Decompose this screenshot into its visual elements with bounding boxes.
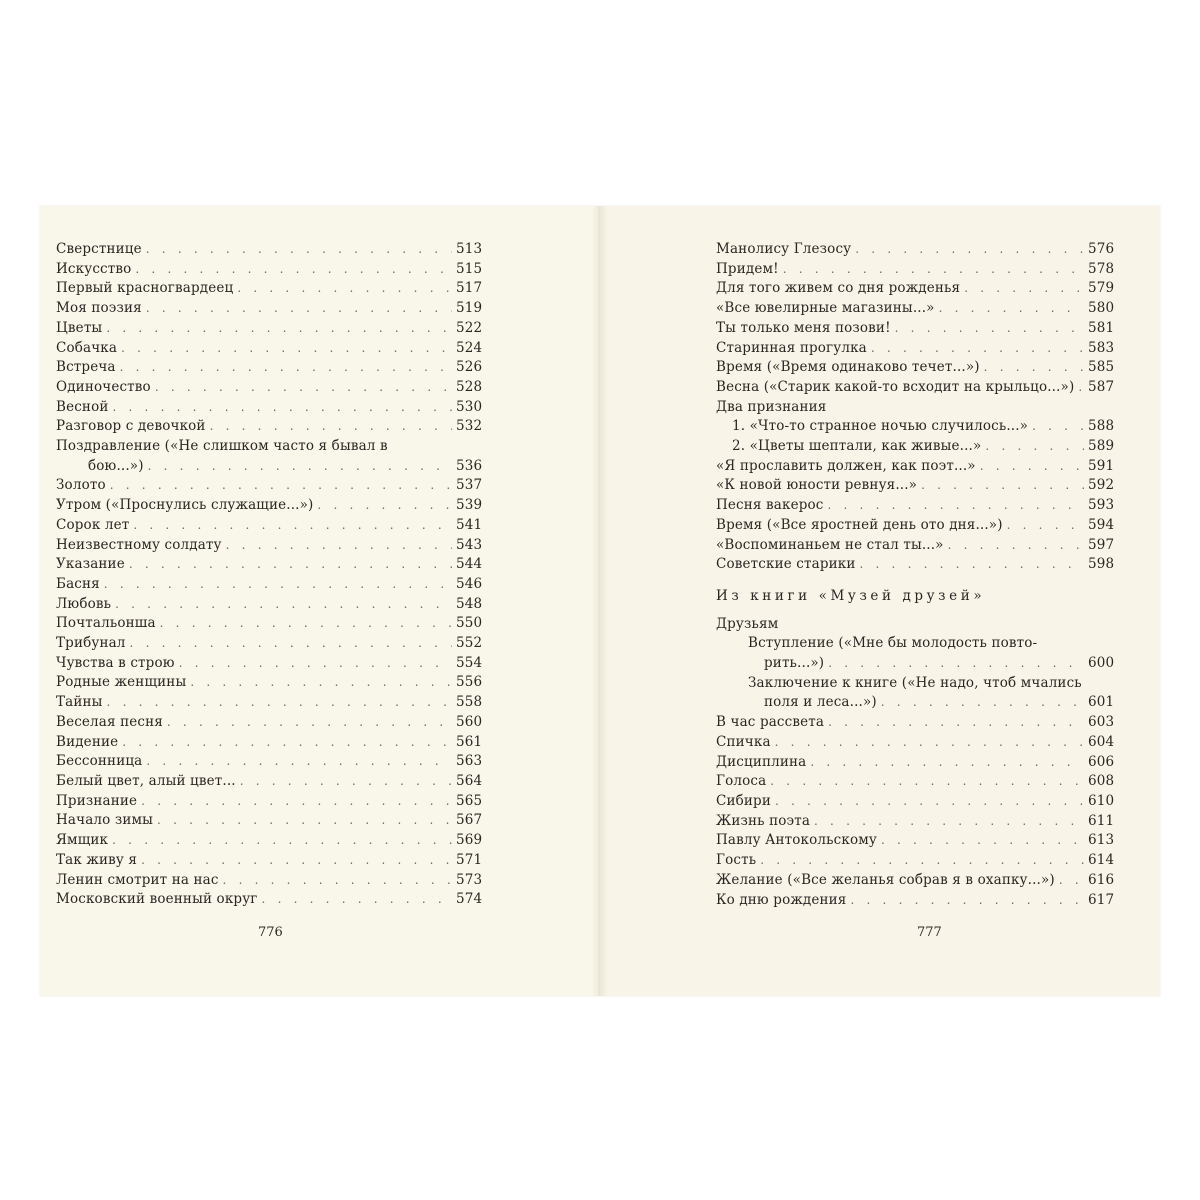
toc-entry-page: 541	[456, 516, 483, 533]
toc-entry-title: Трибунал	[56, 635, 126, 652]
toc-entry	[716, 831, 1114, 851]
toc-entry	[716, 851, 1114, 871]
leader-dots	[104, 575, 452, 595]
toc-entry-title: Советские старики	[716, 556, 856, 573]
toc-entry-title: Спичка	[716, 733, 771, 750]
leader-dots	[860, 555, 1085, 575]
toc-entry-title: Родные женщины	[56, 674, 187, 691]
leader-dots	[828, 496, 1085, 516]
toc-entry	[56, 417, 482, 437]
toc-entry-page: 587	[1088, 378, 1115, 395]
toc-entry-title: Сверстнице	[56, 241, 142, 257]
leader-dots	[964, 279, 1084, 299]
toc-entry-title: Старинная прогулка	[716, 339, 867, 356]
book-gutter	[592, 206, 608, 996]
toc-entry-title: Придем!	[716, 260, 779, 277]
leader-dots	[770, 772, 1084, 792]
leader-dots	[146, 240, 452, 260]
toc-entry-title: Белый цвет, алый цвет...	[56, 772, 236, 789]
leader-dots	[148, 457, 452, 477]
toc-entry-title: Павлу Антокольскому	[716, 832, 877, 849]
toc-entry-title: Почтальонша	[56, 615, 156, 632]
toc-entry-page: 604	[1088, 733, 1115, 750]
right-entries	[716, 240, 1114, 398]
leader-dots	[133, 516, 452, 536]
leader-dots	[146, 299, 452, 319]
toc-entry	[56, 555, 482, 575]
toc-entry	[56, 792, 482, 812]
leader-dots	[141, 792, 452, 812]
toc-entry-page: 578	[1088, 260, 1115, 277]
toc-entry	[56, 634, 482, 654]
toc-entry-page: 569	[456, 832, 483, 849]
toc-entry	[56, 831, 482, 851]
toc-entry-title: Песня вакерос	[716, 497, 824, 514]
toc-entry	[716, 260, 1114, 280]
leader-dots	[1007, 516, 1084, 536]
toc-entry-wrapped	[716, 674, 1114, 713]
toc-entry-title: Тайны	[56, 694, 103, 711]
toc-entry-title: Весна («Старик какой-то всходит на крыльцо...»)	[716, 378, 1075, 395]
toc-entry-page: 556	[456, 674, 483, 691]
toc-entry-page: 597	[1088, 536, 1115, 553]
toc-entry-title: Московский военный округ	[56, 891, 258, 908]
leader-dots	[120, 358, 452, 378]
toc-entry	[56, 240, 482, 260]
toc-entry	[56, 693, 482, 713]
toc-entry-page: 552	[456, 635, 483, 652]
toc-entry-page: 591	[1088, 457, 1115, 474]
toc-entry	[56, 851, 482, 871]
toc-entry-line: Заключение к книге («Не надо, чтоб мчались	[748, 674, 1082, 691]
toc-entry	[56, 752, 482, 772]
toc-entry	[716, 457, 1114, 477]
toc-entry-title: Голоса	[716, 773, 767, 790]
group-title: Два признания	[716, 398, 827, 415]
toc-entry	[56, 398, 482, 418]
leader-dots	[121, 339, 452, 359]
toc-entry-page: 614	[1088, 852, 1115, 869]
leader-dots	[948, 536, 1084, 556]
toc-entry-title: Признание	[56, 792, 138, 809]
toc-entry-title: «Я прославить должен, как поэт...»	[716, 457, 976, 474]
leader-dots	[828, 713, 1084, 733]
toc-entry	[56, 319, 482, 339]
toc-entry-title: Видение	[56, 733, 119, 750]
toc-entry-title: Сорок лет	[56, 516, 130, 533]
toc-entry-page: 611	[1088, 812, 1115, 829]
toc-entry-title: Разговор с девочкой	[56, 418, 206, 435]
toc-entry	[56, 516, 482, 536]
toc-entry	[56, 871, 482, 891]
toc-entry-page: 544	[456, 556, 483, 573]
toc-entry-title: Искусство	[56, 260, 132, 277]
toc-entry-page: 546	[456, 575, 483, 592]
toc-entry-title: Время («Время одинаково течет...»)	[716, 359, 980, 376]
toc-entry-title: 1. «Что-то странное ночью случилось...»	[732, 418, 1029, 435]
toc-entry-page: 554	[456, 654, 483, 671]
toc-entry-page: 537	[456, 477, 483, 494]
toc-entry-page: 583	[1088, 339, 1115, 356]
leader-dots	[122, 733, 452, 753]
toc-entry	[716, 733, 1114, 753]
leader-dots	[881, 831, 1084, 851]
toc-entry	[716, 339, 1114, 359]
left-entries-2	[56, 476, 482, 909]
toc-entry-page: 603	[1088, 714, 1115, 731]
toc-entry-page: 594	[1088, 516, 1115, 533]
toc-entry-page: 548	[456, 595, 483, 612]
leader-dots	[1059, 871, 1084, 891]
toc-entry	[56, 496, 482, 516]
right-sub-wrapped-entries	[716, 634, 1114, 713]
leader-dots	[155, 378, 452, 398]
toc-entry	[56, 339, 482, 359]
leader-dots	[223, 871, 452, 891]
toc-entry-title: Начало зимы	[56, 812, 154, 829]
toc-entry	[56, 358, 482, 378]
toc-entry-title: Моя поэзия	[56, 300, 142, 317]
leader-dots	[130, 634, 452, 654]
toc-entry-page: 539	[456, 497, 483, 514]
toc-entry-page: 573	[456, 871, 483, 888]
leader-dots	[317, 496, 452, 516]
toc-entry-title: Золото	[56, 477, 106, 494]
toc-entry	[716, 378, 1114, 398]
toc-entry-title: Встреча	[56, 359, 116, 376]
toc-entry-title: Манолису Глезосу	[716, 241, 852, 257]
leader-dots	[226, 536, 452, 556]
toc-entry-page: 593	[1088, 497, 1115, 514]
toc-entry-title: «Воспоминаньем не стал ты...»	[716, 536, 944, 553]
toc-entry-title: «К новой юности ревнуя...»	[716, 477, 918, 494]
toc-entry-title: Одиночество	[56, 378, 151, 395]
section-heading: Из книги «Музей друзей»	[716, 587, 986, 604]
leader-dots	[110, 476, 452, 496]
right-toc	[716, 240, 1114, 910]
toc-entry-title: Ты только меня позови!	[716, 319, 891, 336]
leader-dots	[985, 437, 1084, 457]
toc-entry-page: 543	[456, 536, 483, 553]
toc-entry-title: Ленин смотрит на нас	[56, 871, 219, 888]
toc-entry-page: 567	[456, 812, 483, 829]
toc-entry-page: 610	[1088, 792, 1115, 809]
toc-entry-title: Время («Все яростней день ото дня...»)	[716, 516, 1003, 533]
leader-dots	[921, 476, 1084, 496]
leader-dots	[814, 812, 1084, 832]
toc-entry	[56, 654, 482, 674]
toc-entry-title: рить...»)	[764, 655, 825, 672]
toc-entry	[56, 733, 482, 753]
leader-dots	[157, 811, 452, 831]
toc-entry	[716, 555, 1114, 575]
toc-entry	[716, 772, 1114, 792]
toc-entry-page: 564	[456, 772, 483, 789]
toc-entry-title: Бессонница	[56, 753, 143, 770]
leader-dots	[775, 733, 1084, 753]
toc-entry-page: 613	[1088, 832, 1115, 849]
toc-entry-title: Ямщик	[56, 832, 109, 849]
leader-dots	[871, 339, 1084, 359]
leader-dots	[210, 417, 452, 437]
toc-entry	[56, 811, 482, 831]
leader-dots	[855, 240, 1084, 260]
leader-dots	[146, 752, 452, 772]
toc-entry-title: Собачка	[56, 339, 118, 356]
toc-entry-title: Так живу я	[56, 851, 138, 868]
leader-dots	[115, 595, 452, 615]
toc-entry	[716, 871, 1114, 891]
toc-entry-page: 565	[456, 792, 483, 809]
toc-entry-page: 530	[456, 398, 483, 415]
subgroup-title: Друзьям	[716, 615, 779, 632]
leader-dots	[167, 713, 452, 733]
toc-entry-page: 560	[456, 713, 483, 730]
leader-dots	[783, 260, 1084, 280]
toc-entry-title: «Все ювелирные магазины...»	[716, 300, 935, 317]
toc-entry-page: 563	[456, 753, 483, 770]
toc-entry-title: В час рассвета	[716, 714, 825, 731]
toc-entry-page: 536	[456, 457, 483, 474]
toc-entry	[716, 437, 1114, 457]
leader-dots	[980, 457, 1084, 477]
toc-entry-page: 561	[456, 733, 483, 750]
toc-entry-page: 606	[1088, 753, 1115, 770]
toc-entry-page: 526	[456, 359, 483, 376]
toc-entry-page: 617	[1088, 891, 1115, 908]
leader-dots	[810, 753, 1084, 773]
toc-entry	[716, 319, 1114, 339]
toc-entry-title: Веселая песня	[56, 713, 163, 730]
toc-entry-page: 576	[1088, 241, 1115, 257]
toc-entry	[716, 417, 1114, 437]
toc-entry-page: 558	[456, 694, 483, 711]
toc-entry-title: Басня	[56, 575, 100, 592]
toc-entry	[716, 496, 1114, 516]
toc-entry-page: 608	[1088, 773, 1115, 790]
toc-entry	[56, 595, 482, 615]
toc-entry-page: 550	[456, 615, 483, 632]
toc-entry	[716, 516, 1114, 536]
toc-entry-page: 580	[1088, 300, 1115, 317]
leader-dots	[984, 358, 1084, 378]
leader-dots	[760, 851, 1084, 871]
toc-entry-page: 574	[456, 891, 483, 908]
toc-entry-page: 579	[1088, 280, 1115, 297]
left-toc	[56, 240, 482, 910]
leader-dots	[262, 890, 452, 910]
toc-entry-title: Любовь	[56, 595, 112, 612]
page-number-left: 776	[258, 925, 283, 940]
toc-entry-title: Гость	[716, 852, 757, 869]
toc-entry-page: 616	[1088, 871, 1115, 888]
leader-dots	[828, 654, 1084, 674]
toc-entry-line: Поздравление («Не слишком часто я бывал в	[56, 438, 388, 455]
leader-dots	[107, 693, 452, 713]
toc-entry-page: 581	[1088, 319, 1115, 336]
leader-dots	[113, 398, 453, 418]
toc-entry	[56, 299, 482, 319]
toc-entry-page: 592	[1088, 477, 1115, 494]
toc-entry	[56, 378, 482, 398]
toc-entry-page: 519	[456, 300, 483, 317]
toc-entry-line: Вступление («Мне бы молодость повто-	[748, 635, 1038, 652]
toc-entry-continuation	[56, 457, 482, 477]
toc-entry	[716, 753, 1114, 773]
toc-entry	[56, 772, 482, 792]
toc-entry-title: Сибири	[716, 792, 771, 809]
toc-entry	[716, 891, 1114, 911]
toc-entry	[716, 358, 1114, 378]
toc-entry	[716, 299, 1114, 319]
toc-entry-title: Жизнь поэта	[716, 812, 811, 829]
leader-dots	[112, 831, 452, 851]
toc-entry	[716, 279, 1114, 299]
toc-entry-page: 517	[456, 280, 483, 297]
leader-dots	[1078, 378, 1084, 398]
toc-entry-page: 589	[1088, 438, 1115, 455]
leader-dots	[179, 654, 452, 674]
toc-entry-title: Утром («Проснулись служащие...»)	[56, 497, 314, 514]
toc-entry	[56, 890, 482, 910]
toc-entry	[716, 476, 1114, 496]
toc-entry-title: Дисциплина	[716, 753, 807, 770]
toc-entry	[56, 260, 482, 280]
left-entries	[56, 240, 482, 437]
toc-entry	[716, 812, 1114, 832]
toc-entry-title: Неизвестному солдату	[56, 536, 222, 553]
leader-dots	[240, 772, 452, 792]
toc-entry	[56, 673, 482, 693]
toc-entry-page: 588	[1088, 418, 1115, 435]
right-entries-2	[716, 457, 1114, 575]
toc-entry-continuation	[716, 693, 1114, 713]
toc-entry	[716, 713, 1114, 733]
toc-entry-page: 515	[456, 260, 483, 277]
toc-entry-page: 601	[1088, 694, 1115, 711]
toc-entry-title: поля и леса...»)	[764, 694, 877, 711]
toc-entry-page: 524	[456, 339, 483, 356]
toc-entry-continuation	[716, 654, 1114, 674]
leader-dots	[881, 693, 1084, 713]
toc-entry-title: Желание («Все желанья собрав я в охапку...»)	[716, 871, 1055, 888]
toc-entry-page: 598	[1088, 556, 1115, 573]
toc-entry	[56, 476, 482, 496]
leader-dots	[129, 555, 452, 575]
right-group-entries	[716, 417, 1114, 456]
toc-entry-title: Для того живем со дня рожденья	[716, 280, 961, 297]
toc-entry-page: 522	[456, 319, 483, 336]
toc-entry-page: 528	[456, 378, 483, 395]
toc-entry-wrapped	[716, 634, 1114, 673]
toc-entry-page: 532	[456, 418, 483, 435]
leader-dots	[190, 673, 452, 693]
leader-dots	[1032, 417, 1084, 437]
toc-entry	[56, 713, 482, 733]
leader-dots	[939, 299, 1084, 319]
toc-entry-page: 571	[456, 851, 483, 868]
leader-dots	[160, 614, 452, 634]
page-number-right: 777	[917, 925, 942, 940]
toc-entry-title: 2. «Цветы шептали, как живые...»	[732, 438, 982, 455]
toc-entry-page: 600	[1088, 655, 1115, 672]
right-entries-3	[716, 713, 1114, 910]
leader-dots	[237, 279, 452, 299]
toc-entry	[716, 792, 1114, 812]
leader-dots	[895, 319, 1084, 339]
toc-entry	[56, 536, 482, 556]
toc-entry-title: Цветы	[56, 319, 103, 336]
toc-entry	[716, 536, 1114, 556]
toc-entry	[716, 240, 1114, 260]
toc-entry-page: 513	[456, 241, 483, 257]
toc-entry-title: Весной	[56, 398, 109, 415]
leader-dots	[141, 851, 452, 871]
leader-dots	[775, 792, 1084, 812]
toc-entry-wrapped	[56, 437, 482, 476]
toc-entry-title: Первый красногвардеец	[56, 280, 234, 297]
toc-entry-title: Указание	[56, 556, 125, 573]
leader-dots	[135, 260, 452, 280]
toc-entry	[56, 279, 482, 299]
toc-entry-title: Ко дню рождения	[716, 891, 847, 908]
toc-entry	[56, 575, 482, 595]
toc-entry	[56, 614, 482, 634]
leader-dots	[850, 891, 1084, 911]
leader-dots	[106, 319, 452, 339]
toc-entry-page: 585	[1088, 359, 1115, 376]
toc-entry-title: Чувства в строю	[56, 654, 175, 671]
toc-entry-title: бою...»)	[88, 457, 144, 474]
